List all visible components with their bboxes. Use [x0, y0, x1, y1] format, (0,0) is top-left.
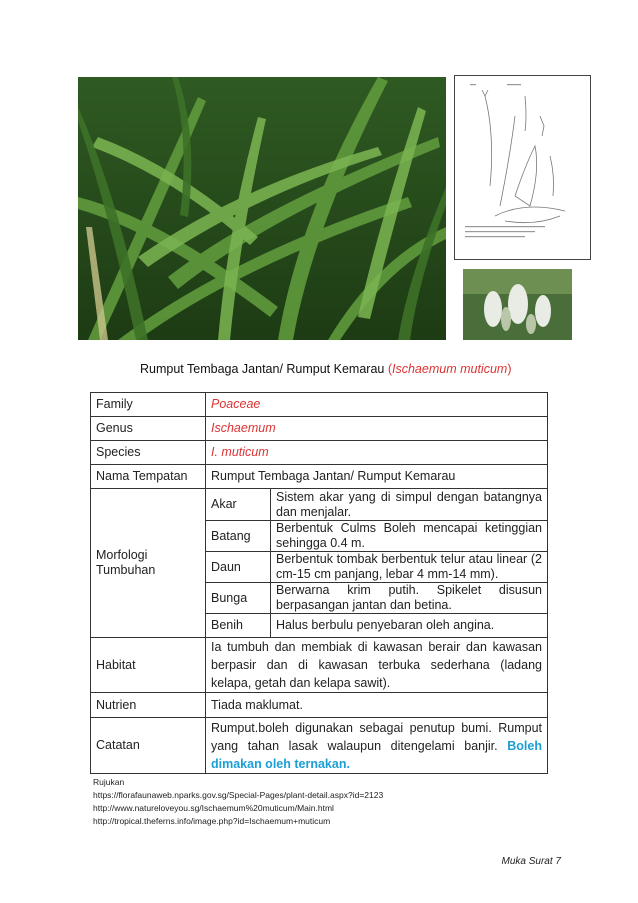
grass-photo — [78, 77, 446, 340]
catatan-value — [206, 718, 548, 774]
caption-scientific-name: Ischaemum muticum — [392, 362, 508, 376]
references-title: Rujukan — [93, 777, 125, 787]
species-value: I. muticum — [206, 441, 548, 465]
morph-part: Benih — [206, 614, 271, 638]
row-catatan — [91, 718, 548, 774]
morph-desc: Berbentuk tombak berbentuk telur atau linear (2 cm-15 cm panjang, lebar 4 mm-14 mm). — [271, 552, 548, 583]
morph-desc: Halus berbulu penyebaran oleh angina. — [271, 614, 548, 638]
genus-label: Genus — [91, 417, 206, 441]
habitat-label: Habitat — [91, 638, 206, 693]
morph-desc: Berwarna krim putih. Spikelet disusun berpasangan jantan dan betina. — [271, 583, 548, 614]
species-label: Species — [91, 441, 206, 465]
caption-paren-close: ) — [507, 362, 512, 376]
morphology-label-line1: Morfologi — [96, 548, 148, 562]
row-species — [91, 441, 548, 465]
morph-part: Akar — [206, 489, 271, 521]
caption-common-name: Rumput Tembaga Jantan/ Rumput Kemarau — [140, 362, 388, 376]
morph-part: Batang — [206, 521, 271, 552]
botanical-illustration — [454, 75, 591, 260]
family-value: Poaceae — [206, 393, 548, 417]
row-family — [91, 393, 548, 417]
plant-info-table — [90, 392, 548, 774]
catatan-label: Catatan — [91, 718, 206, 774]
nutrien-label: Nutrien — [91, 693, 206, 718]
catatan-text: Rumput.boleh digunakan sebagai penutup bumi. Rumput yang tahan lasak walaupun ditengelami banjir. — [211, 720, 542, 753]
row-genus — [91, 417, 548, 441]
row-morph-akar — [91, 489, 548, 521]
references — [93, 776, 383, 828]
morph-desc: Sistem akar yang di simpul dengan batangnya dan menjalar. — [271, 489, 548, 521]
local-name-value: Rumput Tembaga Jantan/ Rumput Kemarau — [206, 465, 548, 489]
morphology-label-line2: Tumbuhan — [96, 563, 156, 577]
page-number: Muka Surat 7 — [501, 856, 561, 867]
reference-link[interactable]: http://tropical.theferns.info/image.php?id=Ischaemum+muticum — [93, 816, 331, 826]
genus-value: Ischaemum — [206, 417, 548, 441]
local-name-label: Nama Tempatan — [91, 465, 206, 489]
morphology-label — [91, 489, 206, 638]
reference-link[interactable]: https://florafaunaweb.nparks.gov.sg/Special-Pages/plant-detail.aspx?id=2123 — [93, 790, 384, 800]
family-label: Family — [91, 393, 206, 417]
catatan-highlight: Boleh dimakan oleh ternakan. — [211, 738, 542, 771]
caption-paren-open: ( — [387, 362, 392, 376]
row-nutrien — [91, 693, 548, 718]
morph-part: Daun — [206, 552, 271, 583]
reference-link[interactable]: http://www.natureloveyou.sg/Ischaemum%20muticum/Main.html — [93, 803, 334, 813]
row-habitat — [91, 638, 548, 693]
nutrien-value: Tiada maklumat. — [206, 693, 548, 718]
row-local-name — [91, 465, 548, 489]
morph-part: Bunga — [206, 583, 271, 614]
photo-caption — [140, 362, 511, 376]
habitat-value: Ia tumbuh dan membiak di kawasan berair dan kawasan berpasir dan di kawasan terbuka sederhana (ladang kelapa, getah dan kelapa sawit). — [206, 638, 548, 693]
flower-photo — [463, 269, 572, 340]
morph-desc: Berbentuk Culms Boleh mencapai ketinggian sehingga 0.4 m. — [271, 521, 548, 552]
